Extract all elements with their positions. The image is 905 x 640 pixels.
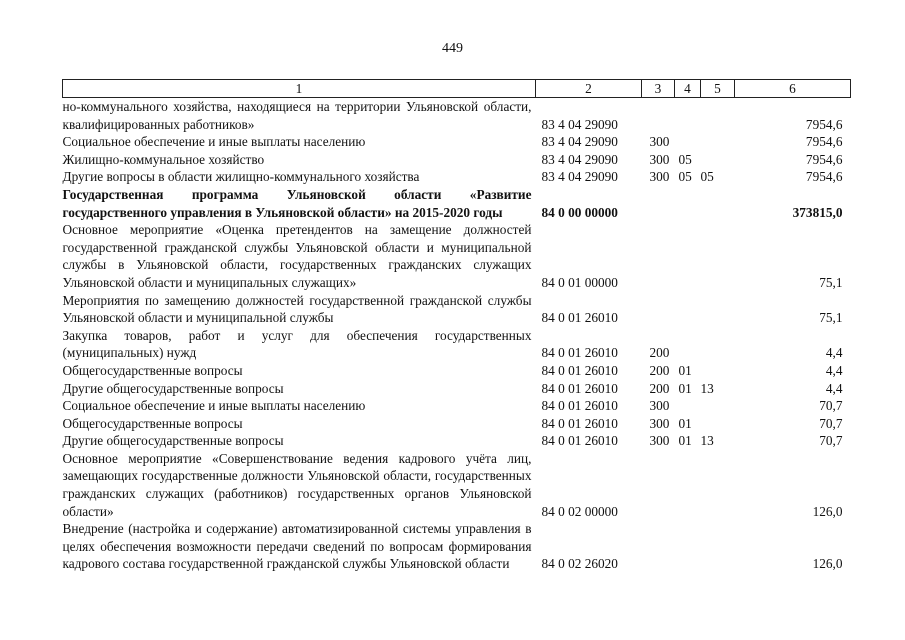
row-expense-type [642, 292, 675, 327]
column-header-5: 5 [701, 80, 735, 98]
table-row [63, 221, 851, 291]
row-name: Мероприятия по замещению должностей государственной гражданской службы Ульяновской области и муниципальной службы [62, 292, 532, 326]
row-section [675, 450, 701, 520]
row-name: Другие вопросы в области жилищно-коммунального хозяйства [62, 169, 420, 185]
row-name: Жилищно-коммунальное хозяйство [62, 151, 265, 167]
row-section [675, 98, 701, 134]
row-name: Внедрение (настройка и содержание) автоматизированной системы управления в целях обеспечения возможности передачи сведений по вопросам формирования кадрового состава государственной гражданской службы Ульяновской области [62, 521, 532, 572]
row-subsection [701, 450, 735, 520]
row-target-code: 83 4 04 29090 [541, 169, 618, 185]
table-row [63, 397, 851, 415]
table-row [63, 168, 851, 186]
row-amount: 7954,6 [805, 151, 843, 167]
row-subsection [701, 397, 735, 415]
row-amount: 7954,6 [805, 134, 843, 150]
row-amount: 4,4 [825, 362, 843, 378]
row-name: Основное мероприятие «Совершенствование ведения кадрового учёта лиц, замещающих государственные должности Ульяновской области, государственных гражданских служащих (работников) государственных органов Ульяновской области» [62, 450, 532, 519]
row-name: Государственная программа Ульяновской области «Развитие государственного управления в Ульяновской области» на 2015-2020 годы [62, 186, 532, 220]
row-section: 01 [678, 415, 692, 431]
row-subsection [701, 98, 735, 134]
row-amount: 4,4 [825, 380, 843, 396]
row-target-code: 84 0 02 26020 [541, 556, 618, 572]
row-amount: 126,0 [812, 503, 843, 519]
row-section [675, 397, 701, 415]
row-subsection [701, 221, 735, 291]
row-section [675, 292, 701, 327]
row-name: Другие общегосударственные вопросы [62, 433, 284, 449]
row-amount: 126,0 [812, 556, 843, 572]
row-expense-type: 300 [649, 151, 670, 167]
row-subsection [701, 415, 735, 433]
row-section: 01 [678, 380, 692, 396]
row-expense-type: 300 [649, 398, 670, 414]
row-section: 05 [678, 151, 692, 167]
row-amount: 75,1 [819, 274, 843, 290]
row-section: 05 [678, 169, 692, 185]
table-row [63, 415, 851, 433]
page-number: 449 [442, 41, 463, 56]
row-expense-type [642, 186, 675, 221]
column-header-4: 4 [675, 80, 701, 98]
row-name: Социальное обеспечение и иные выплаты населению [62, 134, 366, 150]
row-section [675, 186, 701, 221]
row-amount: 75,1 [819, 310, 843, 326]
row-subsection: 05 [700, 169, 714, 185]
row-amount: 7954,6 [805, 116, 843, 132]
table-row [63, 432, 851, 450]
row-amount: 70,7 [819, 398, 843, 414]
budget-table [62, 79, 851, 573]
row-section [675, 327, 701, 362]
table-row [63, 133, 851, 151]
row-target-code: 84 0 00 00000 [541, 204, 618, 220]
row-expense-type: 200 [649, 380, 670, 396]
row-subsection: 13 [700, 380, 714, 396]
row-subsection [701, 362, 735, 380]
row-target-code: 83 4 04 29090 [541, 151, 618, 167]
table-row [63, 98, 851, 134]
column-header-6: 6 [735, 80, 851, 98]
column-header-1: 1 [63, 80, 536, 98]
row-expense-type: 300 [649, 134, 670, 150]
table-row [63, 380, 851, 398]
row-subsection: 13 [700, 433, 714, 449]
row-name: Социальное обеспечение и иные выплаты населению [62, 398, 366, 414]
row-name: Основное мероприятие «Оценка претендентов на замещение должностей государственной гражданской службы Ульяновской области и муниципальной службы в Ульяновской области, государственных гражданских служащих Ульяновской области и муниципальных служащих» [62, 222, 532, 290]
row-amount: 373815,0 [792, 204, 843, 220]
row-section [675, 133, 701, 151]
row-expense-type: 200 [649, 362, 670, 378]
header-row [63, 80, 851, 98]
row-target-code: 84 0 01 26010 [541, 310, 618, 326]
table-row [63, 450, 851, 520]
row-name: Общегосударственные вопросы [62, 415, 243, 431]
row-expense-type [642, 98, 675, 134]
row-subsection [701, 327, 735, 362]
row-amount: 4,4 [825, 345, 843, 361]
row-target-code: 84 0 01 26010 [541, 380, 618, 396]
table-row [63, 186, 851, 221]
column-header-2: 2 [536, 80, 642, 98]
row-target-code: 84 0 01 26010 [541, 415, 618, 431]
row-expense-type: 300 [649, 169, 670, 185]
row-target-code: 84 0 01 26010 [541, 398, 618, 414]
row-amount: 70,7 [819, 415, 843, 431]
row-subsection [701, 151, 735, 169]
row-target-code: 84 0 01 26010 [541, 362, 618, 378]
table-row [63, 362, 851, 380]
row-amount: 70,7 [819, 433, 843, 449]
row-expense-type [642, 520, 675, 573]
row-expense-type: 200 [649, 345, 670, 361]
table-body [63, 98, 851, 574]
row-expense-type: 300 [649, 415, 670, 431]
row-name: но-коммунального хозяйства, находящиеся на территории Ульяновской области, квалифицированных работников» [62, 99, 532, 132]
row-section: 01 [678, 433, 692, 449]
row-target-code: 84 0 01 26010 [541, 433, 618, 449]
row-name: Другие общегосударственные вопросы [62, 380, 284, 396]
table-row [63, 292, 851, 327]
column-header-3: 3 [642, 80, 675, 98]
table-row [63, 520, 851, 573]
table-row [63, 151, 851, 169]
row-section [675, 520, 701, 573]
row-section: 01 [678, 362, 692, 378]
row-subsection [701, 520, 735, 573]
row-subsection [701, 133, 735, 151]
row-target-code: 84 0 01 26010 [541, 345, 618, 361]
row-expense-type [642, 221, 675, 291]
row-subsection [701, 186, 735, 221]
row-target-code: 84 0 01 00000 [541, 274, 618, 290]
row-target-code: 84 0 02 00000 [541, 503, 618, 519]
row-expense-type [642, 450, 675, 520]
row-name: Общегосударственные вопросы [62, 362, 243, 378]
row-name: Закупка товаров, работ и услуг для обеспечения государственных (муниципальных) нужд [62, 327, 532, 361]
row-target-code: 83 4 04 29090 [541, 116, 618, 132]
row-section [675, 221, 701, 291]
row-target-code: 83 4 04 29090 [541, 134, 618, 150]
row-amount: 7954,6 [805, 169, 843, 185]
row-subsection [701, 292, 735, 327]
row-expense-type: 300 [649, 433, 670, 449]
table-row [63, 327, 851, 362]
table-header [63, 80, 851, 98]
